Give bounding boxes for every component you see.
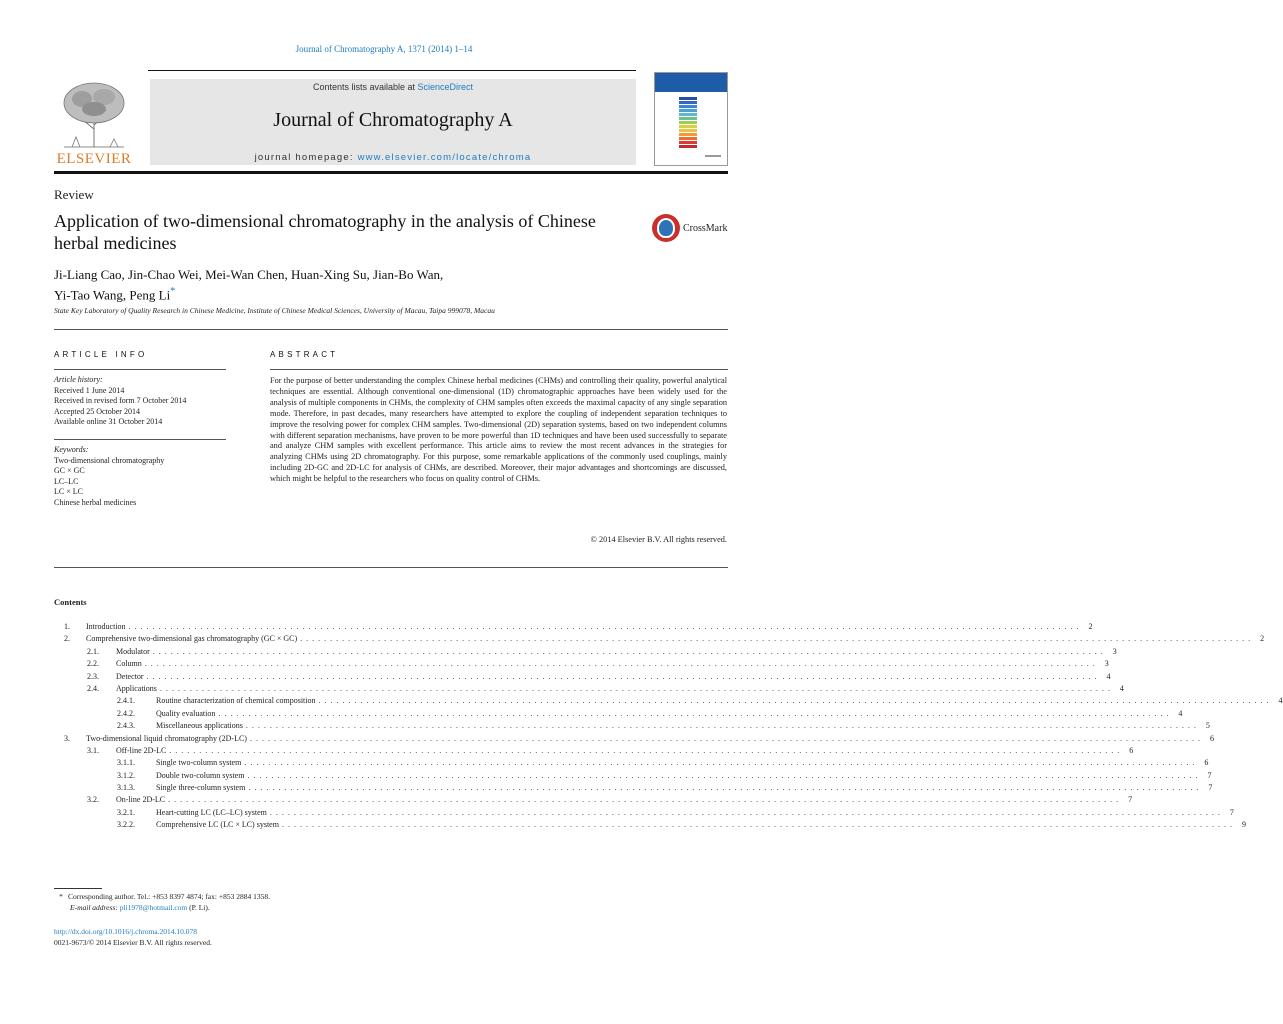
toc-entry-page: 2 [1088,622,1093,631]
toc-entry-page: 7 [1208,783,1213,793]
toc-leader-dots: . . . . . . . . . . . . . . . . . . . . . . . . . . . . . . . . . . . . . . . . . . . . . . . . . . . . . . . . . . . . . . . . . . . . . . . . . . . . . . . . . . . . . . . . . . . . . . . . . . . . . . . . . . . . . . . . . . . . . . . . . . . . . . . . . . . . . . . . . . . . . . . . . . . . . . . . . . . . . . . [159,683,1111,693]
toc-entry[interactable] [54,794,1133,806]
toc-entry[interactable] [54,733,1214,745]
journal-title: Journal of Chromatography A [273,109,513,131]
toc-leader-dots: . . . . . . . . . . . . . . . . . . . . . . . . . . . . . . . . . . . . . . . . . . . . . . . . . . . . . . . . . . . . . . . . . . . . . . . . . . . . . . . . . . . . . . . . . . . . . . . . . . . . . . . . . . . . . . . . . . . . . . . . . . . . . . . . . . . . . . . . . . . . . . . . . . . . . . . . . . . . . . . [318,696,1270,706]
toc-entry[interactable] [54,695,1283,707]
toc-entry-page: 3 [1112,646,1117,656]
article-history [54,375,230,428]
history-label: Article history: [54,375,103,384]
toc-entry-page: 6 [1204,758,1209,768]
toc-entry-number: 3.2.2. [117,820,135,830]
keyword-item: GC × GC [54,466,85,475]
footnote-mark: * [59,892,63,901]
doi-link[interactable]: http://dx.doi.org/10.1016/j.chroma.2014.10.078 [54,927,197,936]
corresponding-footnote [54,892,270,902]
toc-entry-page: 4 [1119,683,1124,693]
cover-header-strip [655,73,727,92]
authors-line-2 [54,283,654,303]
toc-entry-number: 2.4.1. [117,696,135,706]
toc-entry-title[interactable]: Quality evaluation [156,708,216,718]
history-item: Available online 31 October 2014 [54,417,163,426]
toc-entry[interactable] [54,658,1109,670]
toc-entry-page: 4 [1178,708,1183,718]
toc-entry-page: 6 [1209,733,1214,743]
toc-entry[interactable] [54,807,1234,819]
toc-entry[interactable] [54,745,1134,757]
issn-copyright: 0021-9673/© 2014 Elsevier B.V. All rights reserved. [54,938,212,947]
keyword-item: LC–LC [54,476,79,486]
history-item: Received in revised form 7 October 2014 [54,396,187,405]
toc-entry-number: 3. [64,733,70,743]
toc-leader-dots: . . . . . . . . . . . . . . . . . . . . . . . . . . . . . . . . . . . . . . . . . . . . . . . . . . . . . . . . . . . . . . . . . . . . . . . . . . . . . . . . . . . . . . . . . . . . . . . . . . . . . . . . . . . . . . . . . . . . . . . . . . . . . . . . . . . . . . . . . . . . . . . . . . . . . . . . . . . . . . . [244,758,1196,768]
toc-leader-dots: . . . . . . . . . . . . . . . . . . . . . . . . . . . . . . . . . . . . . . . . . . . . . . . . . . . . . . . . . . . . . . . . . . . . . . . . . . . . . . . . . . . . . . . . . . . . . . . . . . . . . . . . . . . . . . . . . . . . . . . . . . . . . . . . . . . . . . . . . . . . . . . . . . . . . . . . . . . . . . . [168,795,1120,805]
email-suffix: (P. Li). [189,903,210,912]
toc-leader-dots: . . . . . . . . . . . . . . . . . . . . . . . . . . . . . . . . . . . . . . . . . . . . . . . . . . . . . . . . . . . . . . . . . . . . . . . . . . . . . . . . . . . . . . . . . . . . . . . . . . . . . . . . . . . . . . . . . . . . . . . . . . . . . . . . . . . . . . . . . . . . . . . . . . . . . . . . . . . . . . . [247,770,1199,780]
toc-entry-page: 4 [1278,696,1283,706]
toc-entry-title[interactable]: Modulator [116,646,150,656]
toc-leader-dots: . . . . . . . . . . . . . . . . . . . . . . . . . . . . . . . . . . . . . . . . . . . . . . . . . . . . . . . . . . . . . . . . . . . . . . . . . . . . . . . . . . . . . . . . . . . . . . . . . . . . . . . . . . . . . . . . . . . . . . . . . . . . . . . . . . . . . . . . . . . . . . . . . . . . . . . . . . . . . . . [248,783,1200,793]
toc-leader-dots: . . . . . . . . . . . . . . . . . . . . . . . . . . . . . . . . . . . . . . . . . . . . . . . . . . . . . . . . . . . . . . . . . . . . . . . . . . . . . . . . . . . . . . . . . . . . . . . . . . . . . . . . . . . . . . . . . . . . . . . . . . . . . . . . . . . . . . . . . . . . . . . . . . . . . . . . . . . . . . . [146,671,1098,681]
history-item: Accepted 25 October 2014 [54,406,140,416]
journal-cover-thumbnail [654,72,728,166]
toc-leader-dots: . . . . . . . . . . . . . . . . . . . . . . . . . . . . . . . . . . . . . . . . . . . . . . . . . . . . . . . . . . . . . . . . . . . . . . . . . . . . . . . . . . . . . . . . . . . . . . . . . . . . . . . . . . . . . . . . . . . . . . . . . . . . . . . . . . . . . . . . . . . . . . . . . . . . . . . . . . . . . . . [300,634,1252,644]
abstract-rule [270,369,728,370]
toc-entry[interactable] [54,782,1213,794]
abstract-text: For the purpose of better understanding the complex Chinese herbal medicines (CHMs) and controlling their quality, powerful analytical techniques are essential. Although conventional one-dimensional (1D) chromatographic approaches have been widely used for the analysis of multiple components in CHMs, the complexity of CHM samples often exceeds the maximal capacity of any single separation mode. Therefore, in past decades, many researchers have attempted to explore the coupling of independent separation techniques to improve the resolving power for complex CHM samples. Two-dimensional (2D) separation systems, based on two independent columns with different separation mechanisms, have proven to be more powerful than 1D techniques and have been used successfully to separate and analyze CHM samples with excellent performance. This article aims to review the most recent advances in the strategies for analyzing CHMs using 2D chromatography. For this purpose, some remarkable applications of the commonly used couplings, mainly including 2D-GC and 2D-LC for analysis of CHMs, are described. Moreover, their major advantages and shortcomings are discussed, which might be helpful to the researchers who focus on quality control of CHMs. [270,376,727,484]
contents-available-line [150,82,636,92]
toc-entry-number: 2.4.2. [117,708,135,718]
article-info-rule [54,369,226,370]
toc-entry-title[interactable]: On-line 2D-LC [116,795,166,805]
footnote-rule [54,888,102,889]
toc-entry-number: 2. [64,634,70,644]
toc-leader-dots: . . . . . . . . . . . . . . . . . . . . . . . . . . . . . . . . . . . . . . . . . . . . . . . . . . . . . . . . . . . . . . . . . . . . . . . . . . . . . . . . . . . . . . . . . . . . . . . . . . . . . . . . . . . . . . . . . . . . . . . . . . . . . . . . . . . . . . . . . . . . . . . . . . . . . . . . . . . . . . . [128,622,1080,631]
email-link[interactable]: pli1978@hotmail.com [119,903,188,912]
toc-leader-dots: . . . . . . . . . . . . . . . . . . . . . . . . . . . . . . . . . . . . . . . . . . . . . . . . . . . . . . . . . . . . . . . . . . . . . . . . . . . . . . . . . . . . . . . . . . . . . . . . . . . . . . . . . . . . . . . . . . . . . . . . . . . . . . . . . . . . . . . . . . . . . . . . . . . . . . . . . . . . . . . [281,820,1233,830]
email-label: E-mail address: [70,903,118,912]
toc-entry-title[interactable]: Introduction [86,622,126,631]
toc-entry-title[interactable]: Miscellaneous applications [156,721,243,731]
elsevier-logo [52,75,136,167]
toc-entry-page: 7 [1229,807,1234,817]
keywords-rule [54,439,226,440]
keyword-item: LC × LC [54,487,83,496]
info-top-rule [54,329,728,330]
toc-entry-number: 2.1. [87,646,99,656]
elsevier-wordmark: ELSEVIER [56,151,132,167]
toc-entry[interactable] [54,633,1265,645]
toc-entry-title[interactable]: Column [116,659,142,669]
toc-entry-page: 6 [1129,745,1134,755]
toc-entry-title[interactable]: Routine characterization of chemical composition [156,696,316,706]
toc-entry[interactable] [54,770,1212,782]
affiliation: State Key Laboratory of Quality Research in Chinese Medicine, Institute of Chinese Medical Sciences, University of Macau, Taipa 999078, Macau [54,306,495,315]
toc-entry-title[interactable]: Detector [116,671,144,681]
toc-entry-number: 3.1.3. [117,783,135,793]
toc-entry-number: 3.2. [87,795,99,805]
toc-leader-dots: . . . . . . . . . . . . . . . . . . . . . . . . . . . . . . . . . . . . . . . . . . . . . . . . . . . . . . . . . . . . . . . . . . . . . . . . . . . . . . . . . . . . . . . . . . . . . . . . . . . . . . . . . . . . . . . . . . . . . . . . . . . . . . . . . . . . . . . . . . . . . . . . . . . . . . . . . . . . . . . [218,708,1170,718]
contents-prefix: Contents lists available at [312,82,418,92]
toc-entry-page: 5 [1205,721,1210,731]
toc-entry-title[interactable]: Comprehensive LC (LC × LC) system [156,820,279,830]
footnote-corresponding: Corresponding author. Tel.: +853 8397 4874; fax: +853 2884 1358. [68,892,270,901]
toc-leader-dots: . . . . . . . . . . . . . . . . . . . . . . . . . . . . . . . . . . . . . . . . . . . . . . . . . . . . . . . . . . . . . . . . . . . . . . . . . . . . . . . . . . . . . . . . . . . . . . . . . . . . . . . . . . . . . . . . . . . . . . . . . . . . . . . . . . . . . . . . . . . . . . . . . . . . . . . . . . . . . . . [269,807,1221,817]
journal-homepage-line [150,152,636,163]
toc-entry-title[interactable]: Applications [116,683,157,693]
toc-entry-title[interactable]: Double two-column system [156,770,245,780]
abstract-copyright: © 2014 Elsevier B.V. All rights reserved. [590,535,727,544]
keywords-label: Keywords: [54,445,89,454]
contents-top-rule [54,567,728,568]
author-list [54,266,654,303]
toc-entry-title[interactable]: Single three-column system [156,783,246,793]
toc-entry-title[interactable]: Two-dimensional liquid chromatography (2D-LC) [86,733,247,743]
keyword-item: Two-dimensional chromatography [54,455,165,465]
toc-entry-number: 2.3. [87,671,99,681]
crossmark-label: CrossMark [683,223,728,234]
authors-line-1: Ji-Liang Cao, Jin-Chao Wei, Mei-Wan Chen, Huan-Xing Su, Jian-Bo Wan, [54,267,444,282]
crossmark-badge[interactable] [652,214,732,244]
toc-entry[interactable] [54,646,1117,658]
header-bottom-rule [54,171,728,174]
toc-entry[interactable] [54,708,1183,720]
toc-entry-title[interactable]: Off-line 2D-LC [116,745,167,755]
toc-entry-number: 3.1.1. [117,758,135,768]
toc-entry[interactable] [54,757,1209,769]
toc-entry-title[interactable]: Comprehensive two-dimensional gas chromatography (GC × GC) [86,634,298,644]
keyword-item: Chinese herbal medicines [54,497,137,507]
toc-entry-number: 2.4.3. [117,721,135,731]
elsevier-tree-icon [58,77,130,149]
toc-entry-page: 2 [1260,634,1265,644]
article-type: Review [54,187,94,202]
homepage-link[interactable]: www.elsevier.com/locate/chroma [357,152,532,163]
toc-entry-number: 1. [64,622,70,631]
email-footnote [70,903,210,913]
history-item: Received 1 June 2014 [54,385,125,395]
toc-entry[interactable] [54,621,1093,633]
journal-banner [150,79,636,165]
toc-entry-number: 3.1.2. [117,770,135,780]
header-top-rule [148,70,636,71]
toc-entry-number: 3.1. [87,745,99,755]
toc-leader-dots: . . . . . . . . . . . . . . . . . . . . . . . . . . . . . . . . . . . . . . . . . . . . . . . . . . . . . . . . . . . . . . . . . . . . . . . . . . . . . . . . . . . . . . . . . . . . . . . . . . . . . . . . . . . . . . . . . . . . . . . . . . . . . . . . . . . . . . . . . . . . . . . . . . . . . . . . . . . . . . . [169,745,1121,755]
corresponding-author-mark[interactable]: * [170,286,176,297]
toc-leader-dots: . . . . . . . . . . . . . . . . . . . . . . . . . . . . . . . . . . . . . . . . . . . . . . . . . . . . . . . . . . . . . . . . . . . . . . . . . . . . . . . . . . . . . . . . . . . . . . . . . . . . . . . . . . . . . . . . . . . . . . . . . . . . . . . . . . . . . . . . . . . . . . . . . . . . . . . . . . . . . . . [144,659,1096,669]
toc-entry-title[interactable]: Heart-cutting LC (LC–LC) system [156,807,267,817]
toc-leader-dots: . . . . . . . . . . . . . . . . . . . . . . . . . . . . . . . . . . . . . . . . . . . . . . . . . . . . . . . . . . . . . . . . . . . . . . . . . . . . . . . . . . . . . . . . . . . . . . . . . . . . . . . . . . . . . . . . . . . . . . . . . . . . . . . . . . . . . . . . . . . . . . . . . . . . . . . . . . . . . . . [152,646,1104,656]
toc-entry[interactable] [54,720,1210,732]
toc-leader-dots: . . . . . . . . . . . . . . . . . . . . . . . . . . . . . . . . . . . . . . . . . . . . . . . . . . . . . . . . . . . . . . . . . . . . . . . . . . . . . . . . . . . . . . . . . . . . . . . . . . . . . . . . . . . . . . . . . . . . . . . . . . . . . . . . . . . . . . . . . . . . . . . . . . . . . . . . . . . . . . . [249,733,1201,743]
crossmark-icon [652,214,680,242]
toc-entry[interactable] [54,671,1111,683]
journal-citation-link[interactable]: Journal of Chromatography A, 1371 (2014) 1–14 [295,44,473,54]
toc-entry-number: 2.2. [87,659,99,669]
toc-entry[interactable] [54,819,1246,831]
keywords-list [54,445,230,508]
authors-line-2-text: Yi-Tao Wang, Peng Li [54,287,171,303]
toc-entry-page: 7 [1207,770,1212,780]
toc-leader-dots: . . . . . . . . . . . . . . . . . . . . . . . . . . . . . . . . . . . . . . . . . . . . . . . . . . . . . . . . . . . . . . . . . . . . . . . . . . . . . . . . . . . . . . . . . . . . . . . . . . . . . . . . . . . . . . . . . . . . . . . . . . . . . . . . . . . . . . . . . . . . . . . . . . . . . . . . . . . . . . . [245,721,1197,731]
article-title: Application of two-dimensional chromatography in the analysis of Chinese herbal medicines [54,211,596,253]
toc-entry-page: 3 [1104,659,1109,669]
table-of-contents [54,621,1283,832]
toc-entry-page: 9 [1241,820,1246,830]
toc-entry-title[interactable]: Single two-column system [156,758,242,768]
homepage-prefix: journal homepage: [254,152,358,163]
contents-title: Contents [54,597,87,607]
article-info-heading: ARTICLE INFO [54,350,148,359]
toc-entry-number: 2.4. [87,683,99,693]
toc-entry-number: 3.2.1. [117,807,135,817]
abstract-heading: ABSTRACT [270,350,339,359]
sciencedirect-link[interactable]: ScienceDirect [417,82,474,92]
toc-entry[interactable] [54,683,1124,695]
toc-entry-page: 7 [1128,795,1133,805]
toc-entry-page: 4 [1106,671,1111,681]
